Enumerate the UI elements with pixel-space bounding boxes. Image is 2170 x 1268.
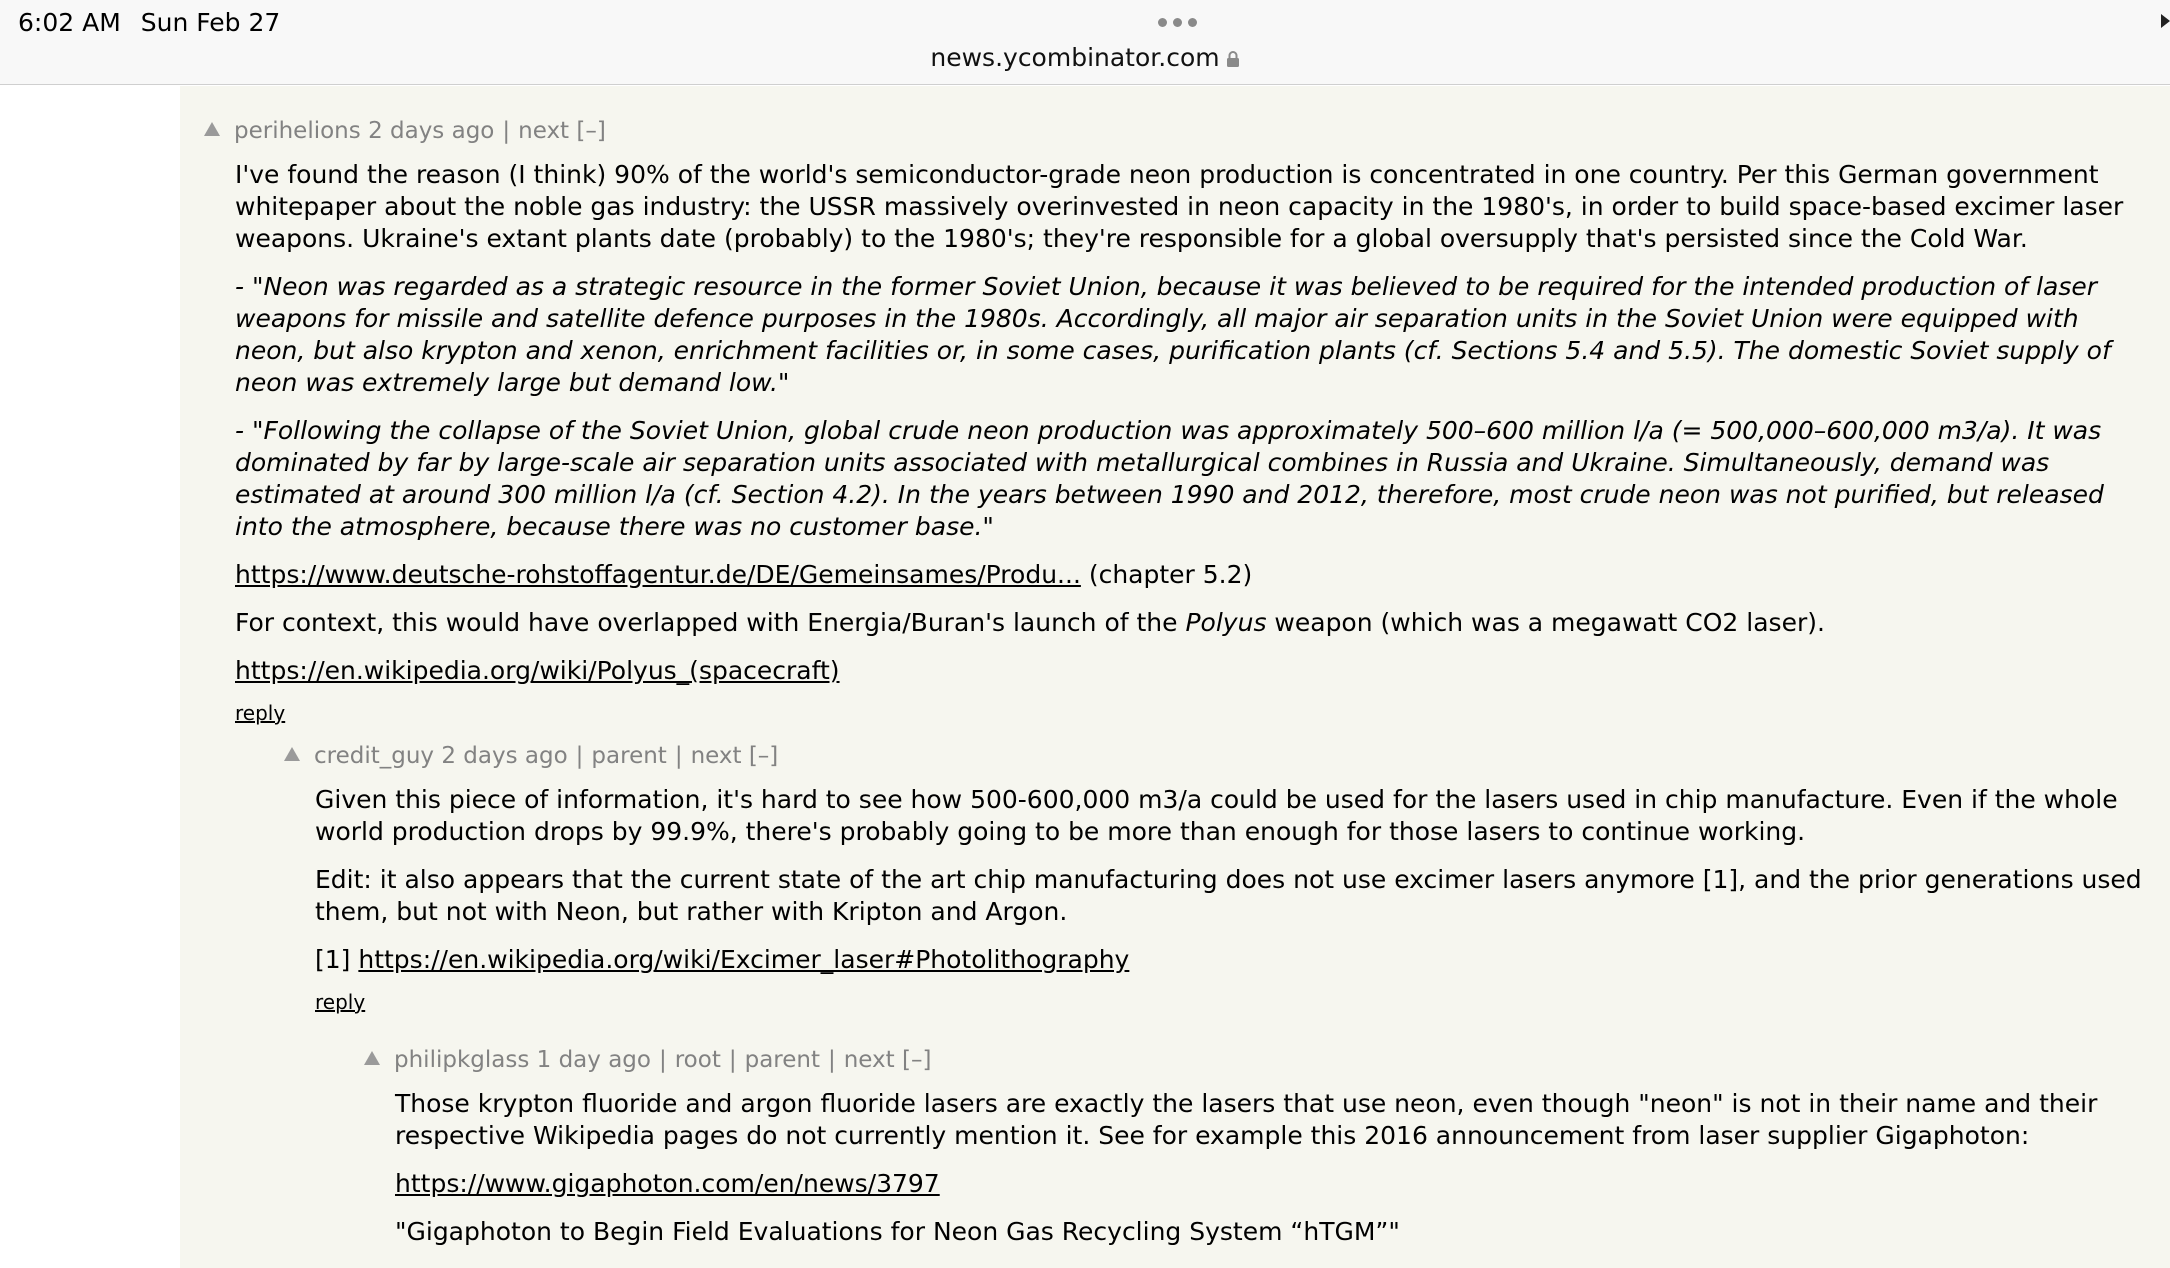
source-link[interactable]: https://www.deutsche-rohstoffagentur.de/DE/Gemeinsames/Produ... [235,560,1081,589]
collapse-toggle[interactable]: [–] [576,118,606,144]
comment-header: perihelions 2 days ago | next [–] [204,116,606,146]
parent-link[interactable]: parent [591,743,667,769]
wiki-link[interactable]: https://en.wikipedia.org/wiki/Excimer_laser#Photolithography [358,945,1130,974]
status-date: Sun Feb 27 [140,8,281,37]
comment-paragraph: Given this piece of information, it's hard to see how 500-600,000 m3/a could be used for the lasers used in chip manufacture. Even if the whole world production drops by 99.9%, there's probably going to be more than enough for those lasers to continue working. [315,785,2118,846]
comment-age[interactable]: 2 days ago [441,743,568,769]
status-time: 6:02 AM [18,8,121,37]
gigaphoton-link[interactable]: https://www.gigaphoton.com/en/news/3797 [395,1169,940,1198]
comment-thread [180,86,2170,1268]
comment-age[interactable]: 2 days ago [368,118,495,144]
reply-link[interactable]: reply [315,990,366,1014]
comment-body [315,784,2150,1018]
comment-paragraph: Edit: it also appears that the current state of the art chip manufacturing does not use excimer lasers anymore [1], and the prior generations used them, but not with Neon, but rather with Kripton and Argon. [315,865,2142,926]
link-suffix: (chapter 5.2) [1080,560,1253,589]
collapse-toggle[interactable]: [–] [748,743,779,769]
upvote-arrow-icon[interactable] [364,1051,380,1065]
url-text: news.ycombinator.com [930,43,1220,72]
parent-link[interactable]: parent [744,1047,820,1073]
edge-arrow-icon [2161,14,2170,28]
address-bar[interactable] [0,43,2170,72]
next-link[interactable]: next [690,743,742,769]
upvote-arrow-icon[interactable] [284,747,300,761]
comment-quote: - "Following the collapse of the Soviet Union, global crude neon production was approximately 500–600 million l/a (= 500,000–600,000 m3/a). It was dominated by far by large-scale air separation units associated with metallurgical combines in Russia and Ukraine. Simultaneously, demand was estimated at around 300 million l/a (cf. Section 4.2). In the years between 1990 and 2012, therefore, most crude neon was not purified, but released into the atmosphere, because there was no customer base." [235,416,2104,541]
browser-top-bar [0,0,2170,85]
comment-header: credit_guy 2 days ago | parent | next [–] [284,741,778,771]
next-link[interactable]: next [518,118,570,144]
ref-prefix: [1] [315,945,359,974]
comment-user[interactable]: credit_guy [314,743,435,769]
comment-body [395,1088,2135,1264]
status-clock [18,8,300,37]
comment-quote: - "Neon was regarded as a strategic resource in the former Soviet Union, because it was believed to be required for the intended production of laser weapons for missile and satellite defence purposes in the 1980s. Accordingly, all major air separation units in the Soviet Union were equipped with neon, but also krypton and xenon, enrichment facilities or, in some cases, purification plants (cf. Sections 5.4 and 5.5). The domestic Soviet supply of neon was extremely large but demand low." [235,272,2111,397]
comment-quote: "Gigaphoton to Begin Field Evaluations for Neon Gas Recycling System “hTGM”" [395,1217,1400,1246]
comment-age[interactable]: 1 day ago [536,1047,651,1073]
root-link[interactable]: root [674,1047,721,1073]
comment-user[interactable]: philipkglass [394,1047,530,1073]
more-dots-icon[interactable] [1158,18,1197,27]
collapse-toggle[interactable]: [–] [902,1047,932,1073]
comment-header: philipkglass 1 day ago | root | parent | next [–] [364,1045,931,1075]
comment-paragraph: I've found the reason (I think) 90% of the world's semiconductor-grade neon production is concentrated in one country. Per this German government whitepaper about the noble gas industry: the USSR massively overinvested in neon capacity in the 1980's, in order to build space-based excimer laser weapons. Ukraine's extant plants date (probably) to the 1980's; they're responsible for a global oversupply that's persisted since the Cold War. [235,160,2124,253]
upvote-arrow-icon[interactable] [204,122,220,136]
wiki-link[interactable]: https://en.wikipedia.org/wiki/Polyus_(spacecraft) [235,656,840,685]
comment-paragraph: For context, this would have overlapped with Energia/Buran's launch of the Polyus weapon (which was a megawatt CO2 laser). [235,608,1825,637]
comment-user[interactable]: perihelions [234,118,361,144]
lock-icon [1226,50,1240,68]
comment-body [235,159,2140,729]
reply-link[interactable]: reply [235,701,286,725]
next-link[interactable]: next [843,1047,895,1073]
comment-paragraph: Those krypton fluoride and argon fluoride lasers are exactly the lasers that use neon, even though "neon" is not in their name and their respective Wikipedia pages do not currently mention it. See for example this 2016 announcement from laser supplier Gigaphoton: [395,1089,2098,1150]
